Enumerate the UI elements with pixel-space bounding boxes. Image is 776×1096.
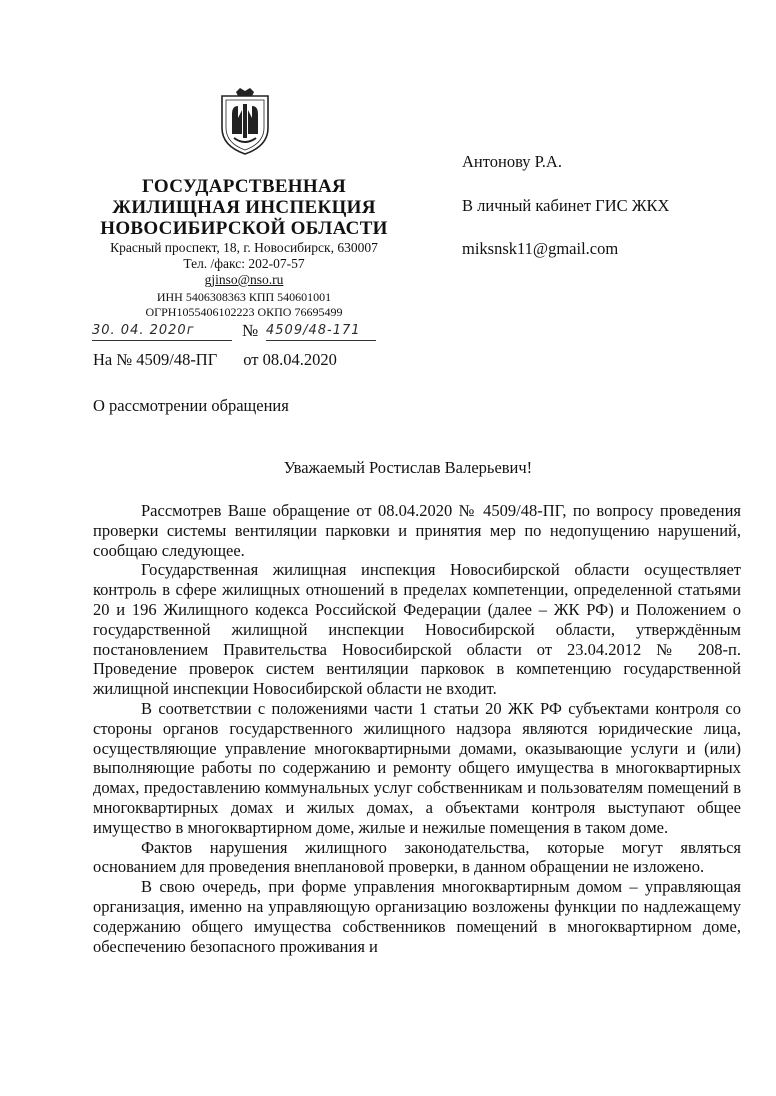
addressee-name: Антонову Р.А.: [462, 152, 562, 171]
org-name-line-3: НОВОСИБИРСКОЙ ОБЛАСТИ: [100, 218, 388, 239]
registration-number: 4509/48-171: [266, 323, 376, 341]
registration-line: [90, 321, 380, 343]
body-paragraph: В свою очередь, при форме управления многоквартирным домом – управляющая организация, именно на управляющую организацию возложены функции по надлежащему содержанию общего имущества собственников помещений в многоквартирном доме, обеспечению безопасного проживания и: [93, 877, 741, 956]
org-ogrn-okpo: ОГРН1055406102223 ОКПО 76695499: [145, 305, 343, 319]
org-name-line-1: ГОСУДАРСТВЕННАЯ: [142, 176, 346, 197]
addressee-email: miksnsk11@gmail.com: [462, 239, 619, 258]
coat-of-arms-icon: [218, 88, 272, 156]
greeting: Уважаемый Ростислав Валерьевич!: [283, 458, 533, 477]
org-email: gjinso@nso.ru: [204, 272, 284, 287]
org-address: Красный проспект, 18, г. Новосибирск, 630007: [110, 240, 378, 255]
letter-subject: О рассмотрении обращения: [93, 396, 289, 415]
body-paragraph: Государственная жилищная инспекция Новосибирской области осуществляет контроль в сфере жилищных отношений в пределах компетенции, определенной статьями 20 и 196 Жилищного кодекса Российской Федерации (далее – ЖК РФ) и Положением о государственной жилищной инспекции Новосибирской области, утверждённым постановлением Правительства Новосибирской области от 23.04.2012 № 208-п. Проведение проверок систем вентиляции парковок в компетенцию государственной жилищной инспекции Новосибирской области не входит.: [93, 560, 741, 699]
org-name-line-2: ЖИЛИЩНАЯ ИНСПЕКЦИЯ: [112, 197, 376, 218]
addressee-channel: В личный кабинет ГИС ЖКХ: [462, 196, 670, 215]
reference-number: На № 4509/48-ПГ: [93, 350, 218, 369]
org-inn-kpp: ИНН 5406308363 КПП 540601001: [156, 290, 332, 304]
reference-line: [93, 350, 337, 370]
body-paragraph: Фактов нарушения жилищного законодательства, которые могут являться основанием для проведения внеплановой проверки, в данном обращении не изложено.: [93, 837, 741, 877]
org-phone: Тел. /факс: 202-07-57: [183, 256, 305, 271]
registration-number-label: №: [242, 321, 259, 340]
letter-body: [93, 501, 741, 956]
registration-date: 30. 04. 2020г: [92, 323, 232, 341]
body-paragraph: В соответствии с положениями части 1 статьи 20 ЖК РФ субъектами контроля со стороны органов государственного жилищного надзора являются юридические лица, осуществляющие управление многоквартирными домами, оказывающие услуги и (или) выполняющие работы по содержанию и ремонту общего имущества в многоквартирных домах, предоставлению коммунальных услуг собственникам и пользователям помещений в многоквартирных домах и жилых домах, а объектами контроля выступают общее имущество в многоквартирном доме, жилые и нежилые помещения в таком доме.: [93, 698, 741, 837]
body-paragraph: Рассмотрев Ваше обращение от 08.04.2020 № 4509/48-ПГ, по вопросу проведения проверки системы вентиляции парковки и принятия мер по недопущению нарушений, сообщаю следующее.: [93, 501, 741, 560]
reference-date: от 08.04.2020: [243, 350, 337, 369]
